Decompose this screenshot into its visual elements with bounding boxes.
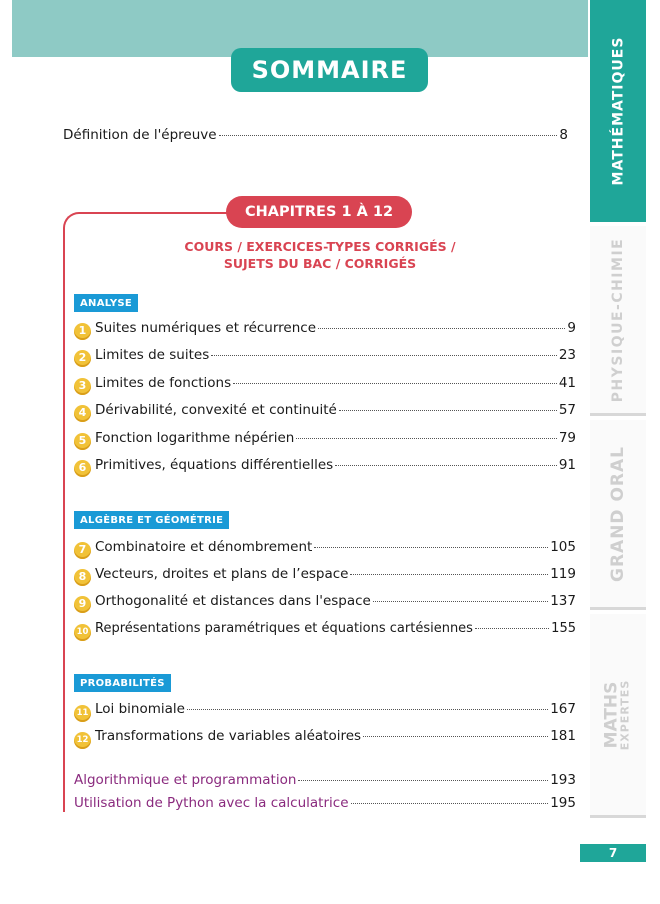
toc-label: Fonction logarithme népérien <box>95 430 295 446</box>
toc-page: 155 <box>551 621 576 636</box>
section-label-algebre: ALGÈBRE ET GÉOMÉTRIE <box>74 511 229 529</box>
toc-row-chapter-3[interactable] <box>74 374 576 393</box>
chapter-number-badge: 7 <box>74 542 91 559</box>
chapters-subtitle-line-2: SUJETS DU BAC / CORRIGÉS <box>223 256 417 271</box>
tab-maths-expertes[interactable] <box>590 614 646 818</box>
toc-label: Dérivabilité, convexité et continuité <box>95 402 337 418</box>
chapter-number-badge: 10 <box>74 624 91 641</box>
tab-mathematiques[interactable] <box>590 0 646 222</box>
toc-row-chapter-10[interactable] <box>74 620 576 639</box>
toc-page: 8 <box>559 127 568 143</box>
toc-row-definition[interactable] <box>63 126 568 144</box>
toc-row-algorithmique[interactable] <box>74 771 576 789</box>
page-title: SOMMAIRE <box>231 48 428 92</box>
tab-label: PHYSIQUE-CHIMIE <box>610 237 626 402</box>
tab-label: GRAND ORAL <box>608 445 628 582</box>
leader-dots <box>351 803 549 804</box>
toc-row-chapter-1[interactable] <box>74 319 576 338</box>
toc-label: Limites de fonctions <box>95 375 232 391</box>
toc-row-chapter-9[interactable] <box>74 592 576 611</box>
page-number: 7 <box>580 844 646 862</box>
chapter-number-badge: 3 <box>74 378 91 395</box>
toc-page: 57 <box>558 402 576 418</box>
chapter-number-badge: 6 <box>74 460 91 477</box>
toc-label: Primitives, équations différentielles <box>95 457 334 473</box>
toc-page: 79 <box>558 430 576 446</box>
leader-dots <box>339 410 557 411</box>
toc-page: 137 <box>550 593 576 609</box>
leader-dots <box>475 628 549 629</box>
chapter-number-badge: 12 <box>74 732 91 749</box>
toc-row-chapter-12[interactable] <box>74 727 576 747</box>
leader-dots <box>298 780 548 781</box>
toc-page: 105 <box>550 539 576 555</box>
toc-label: Utilisation de Python avec la calculatrice <box>74 795 349 811</box>
chapters-subtitle-line-1: COURS / EXERCICES-TYPES CORRIGÉS / <box>184 239 456 254</box>
leader-dots <box>211 355 557 356</box>
tab-physique-chimie[interactable] <box>590 226 646 416</box>
leader-dots <box>314 547 548 548</box>
leader-dots <box>296 438 556 439</box>
toc-row-chapter-4[interactable] <box>74 401 576 420</box>
toc-label: Vecteurs, droites et plans de l’espace <box>95 566 349 582</box>
toc-row-chapter-2[interactable] <box>74 346 576 365</box>
toc-page: 167 <box>550 701 576 717</box>
chapter-number-badge: 5 <box>74 433 91 450</box>
leader-dots <box>318 328 565 329</box>
toc-row-chapter-6[interactable] <box>74 456 576 475</box>
tab-label-line-1: MATHS <box>601 681 621 748</box>
section-label-analyse: ANALYSE <box>74 294 138 312</box>
toc-label: Limites de suites <box>95 347 210 363</box>
toc-label: Représentations paramétriques et équations cartésiennes <box>95 621 473 636</box>
toc-page: 91 <box>558 457 576 473</box>
chapter-number-badge: 11 <box>74 705 91 722</box>
tab-label-line-2: EXPERTES <box>618 679 631 750</box>
leader-dots <box>373 601 548 602</box>
leader-dots <box>219 135 558 136</box>
tab-label: MATHÉMATIQUES <box>610 36 626 186</box>
toc-label: Combinatoire et dénombrement <box>95 539 313 555</box>
toc-row-chapter-11[interactable] <box>74 700 576 720</box>
leader-dots <box>363 736 548 737</box>
toc-label: Orthogonalité et distances dans l'espace <box>95 593 371 609</box>
toc-label: Suites numériques et récurrence <box>95 320 317 336</box>
toc-page: 195 <box>550 795 576 811</box>
chapters-badge: CHAPITRES 1 À 12 <box>226 196 412 228</box>
chapters-subtitle <box>160 238 480 272</box>
toc-row-chapter-5[interactable] <box>74 429 576 448</box>
toc-row-chapter-8[interactable] <box>74 565 576 584</box>
toc-page: 193 <box>550 772 576 788</box>
chapter-number-badge: 9 <box>74 596 91 613</box>
leader-dots <box>350 574 548 575</box>
chapter-number-badge: 2 <box>74 350 91 367</box>
toc-row-chapter-7[interactable] <box>74 538 576 557</box>
toc-row-python[interactable] <box>74 794 576 812</box>
section-label-probabilites: PROBABILITÉS <box>74 674 171 692</box>
chapter-number-badge: 4 <box>74 405 91 422</box>
leader-dots <box>233 383 557 384</box>
toc-page: 41 <box>558 375 576 391</box>
toc-label: Transformations de variables aléatoires <box>95 728 362 744</box>
tab-grand-oral[interactable] <box>590 420 646 610</box>
toc-page: 23 <box>558 347 576 363</box>
toc-page: 119 <box>550 566 576 582</box>
chapter-number-badge: 1 <box>74 323 91 340</box>
chapter-number-badge: 8 <box>74 569 91 586</box>
toc-page: 9 <box>567 320 576 336</box>
leader-dots <box>335 465 557 466</box>
leader-dots <box>187 709 548 710</box>
toc-label: Algorithmique et programmation <box>74 772 297 788</box>
toc-label: Loi binomiale <box>95 701 185 717</box>
toc-page: 181 <box>550 728 576 744</box>
tab-label-group <box>601 679 632 750</box>
toc-label: Définition de l'épreuve <box>63 127 217 143</box>
